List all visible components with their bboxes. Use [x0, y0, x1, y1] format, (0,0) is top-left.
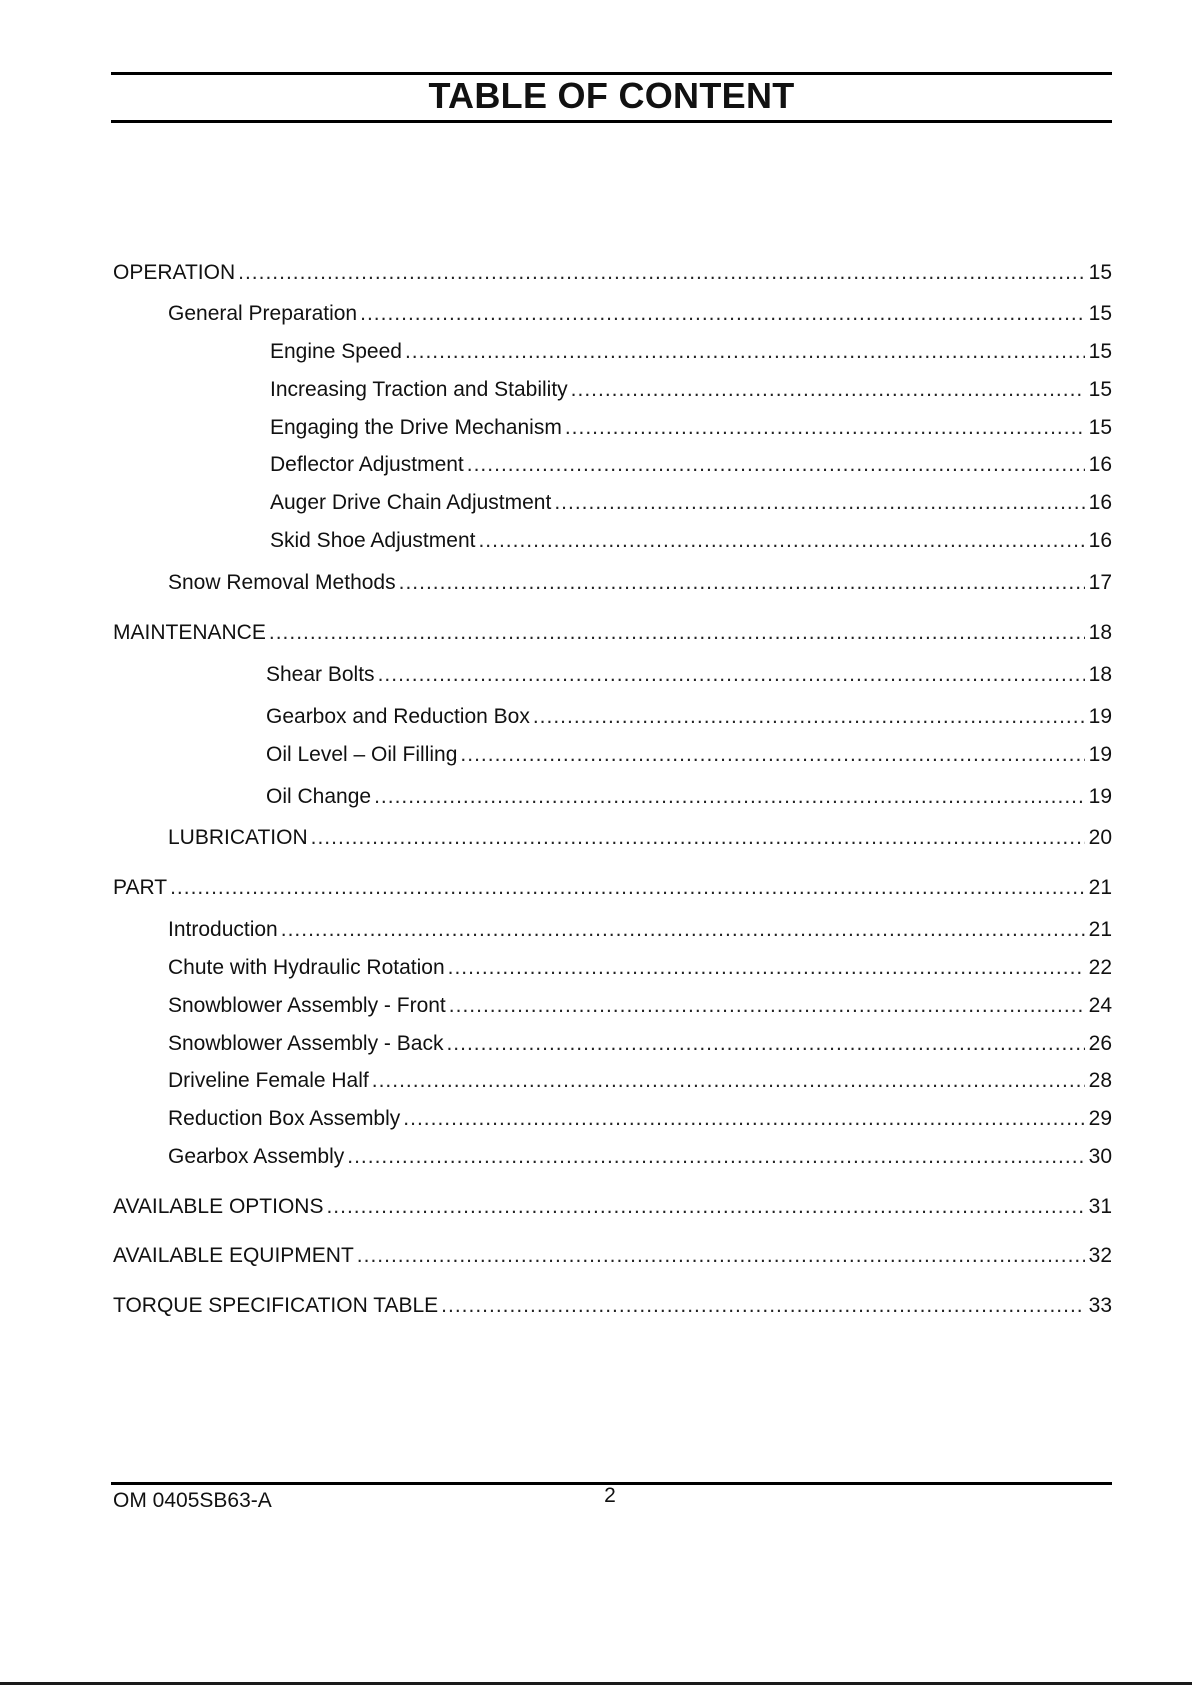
toc-entry	[113, 875, 1112, 901]
toc-dot-leader	[326, 1194, 1084, 1220]
toc-entry-page: 15	[1088, 261, 1112, 284]
toc-entry-label: Auger Drive Chain Adjustment	[270, 491, 552, 514]
toc-dot-leader	[533, 704, 1085, 730]
toc-entry	[113, 620, 1112, 646]
toc-entry-label: Oil Change	[266, 785, 372, 808]
toc-entry-page: 33	[1088, 1294, 1112, 1317]
toc-entry-label: AVAILABLE EQUIPMENT	[113, 1244, 354, 1267]
toc-entry-page: 15	[1088, 416, 1112, 439]
toc-entry-label: Chute with Hydraulic Rotation	[168, 956, 445, 979]
toc-entry-label: Engine Speed	[270, 340, 402, 363]
header-bottom-rule	[111, 120, 1112, 123]
toc-entry	[168, 1068, 1112, 1094]
toc-dot-leader	[460, 742, 1084, 768]
toc-entry-page: 16	[1088, 529, 1112, 552]
toc-entry-page: 16	[1088, 491, 1112, 514]
toc-dot-leader	[565, 415, 1085, 441]
toc-entry-label: Shear Bolts	[266, 663, 375, 686]
toc-dot-leader	[405, 339, 1085, 365]
toc-entry-page: 22	[1088, 956, 1112, 979]
toc-dot-leader	[446, 1031, 1084, 1057]
toc-dot-leader	[378, 662, 1085, 688]
toc-entry-label: Snowblower Assembly - Front	[168, 994, 446, 1017]
toc-entry	[168, 301, 1112, 327]
toc-entry-label: Gearbox and Reduction Box	[266, 705, 530, 728]
toc-dot-leader	[571, 377, 1085, 403]
toc-entry-page: 19	[1088, 785, 1112, 808]
toc-dot-leader	[372, 1068, 1085, 1094]
toc-entry	[168, 1031, 1112, 1057]
toc-entry-page: 15	[1088, 302, 1112, 325]
toc-entry-page: 18	[1088, 663, 1112, 686]
toc-entry-label: Reduction Box Assembly	[168, 1107, 401, 1130]
toc-entry	[113, 1243, 1112, 1269]
toc-entry	[168, 570, 1112, 596]
toc-entry-label: Deflector Adjustment	[270, 453, 464, 476]
toc-entry-page: 21	[1088, 918, 1112, 941]
toc-entry-label: Engaging the Drive Mechanism	[270, 416, 562, 439]
toc-entry	[168, 955, 1112, 981]
toc-entry	[113, 1293, 1112, 1319]
toc-entry-page: 15	[1088, 378, 1112, 401]
toc-entry-label: Introduction	[168, 918, 278, 941]
toc-entry	[270, 339, 1112, 365]
toc-entry	[168, 825, 1112, 851]
toc-entry	[270, 452, 1112, 478]
toc-entry-label: MAINTENANCE	[113, 621, 266, 644]
toc-entry	[168, 993, 1112, 1019]
toc-entry-label: Driveline Female Half	[168, 1069, 369, 1092]
toc-entry-page: 28	[1088, 1069, 1112, 1092]
toc-entry-page: 31	[1088, 1195, 1112, 1218]
toc-entry	[266, 704, 1112, 730]
toc-entry	[113, 260, 1112, 286]
toc-entry-page: 19	[1088, 705, 1112, 728]
toc-dot-leader	[360, 301, 1085, 327]
toc-dot-leader	[357, 1243, 1085, 1269]
toc-entry-label: LUBRICATION	[168, 826, 308, 849]
toc-dot-leader	[478, 528, 1084, 554]
toc-entry-label: Oil Level – Oil Filling	[266, 743, 458, 766]
toc-entry-label: TORQUE SPECIFICATION TABLE	[113, 1294, 439, 1317]
toc-entry-page: 17	[1088, 571, 1112, 594]
toc-entry-label: General Preparation	[168, 302, 358, 325]
toc-entry	[168, 1106, 1112, 1132]
toc-entry-label: OPERATION	[113, 261, 236, 284]
toc-dot-leader	[554, 490, 1084, 516]
toc-dot-leader	[399, 570, 1085, 596]
toc-entry	[270, 415, 1112, 441]
toc-entry	[113, 1194, 1112, 1220]
toc-entry-page: 21	[1088, 876, 1112, 899]
footer-document-code: OM 0405SB63-A	[113, 1489, 272, 1512]
toc-entry-page: 24	[1088, 994, 1112, 1017]
toc-dot-leader	[238, 260, 1085, 286]
toc-entry-label: PART	[113, 876, 168, 899]
toc-entry-page: 32	[1088, 1244, 1112, 1267]
toc-entry	[270, 490, 1112, 516]
toc-entry-page: 30	[1088, 1145, 1112, 1168]
toc-entry-label: Snow Removal Methods	[168, 571, 396, 594]
toc-entry-page: 18	[1088, 621, 1112, 644]
toc-dot-leader	[467, 452, 1085, 478]
toc-entry	[266, 784, 1112, 810]
toc-dot-leader	[170, 875, 1085, 901]
toc-dot-leader	[374, 784, 1085, 810]
toc-entry-label: Skid Shoe Adjustment	[270, 529, 476, 552]
toc-entry-label: Increasing Traction and Stability	[270, 378, 568, 401]
toc-entry-page: 15	[1088, 340, 1112, 363]
footer-page-number: 2	[604, 1484, 616, 1507]
toc-dot-leader	[347, 1144, 1084, 1170]
toc-entry	[168, 917, 1112, 943]
toc-entry	[168, 1144, 1112, 1170]
toc-dot-leader	[441, 1293, 1084, 1319]
toc-entry-page: 20	[1088, 826, 1112, 849]
toc-entry	[270, 377, 1112, 403]
toc-entry-page: 19	[1088, 743, 1112, 766]
toc-entry-label: AVAILABLE OPTIONS	[113, 1195, 324, 1218]
toc-dot-leader	[311, 825, 1085, 851]
toc-entry-page: 26	[1088, 1032, 1112, 1055]
toc-dot-leader	[269, 620, 1085, 646]
toc-dot-leader	[403, 1106, 1084, 1132]
toc-entry-page: 16	[1088, 453, 1112, 476]
toc-entry	[266, 742, 1112, 768]
page-title: TABLE OF CONTENT	[428, 75, 795, 116]
toc-entry-label: Gearbox Assembly	[168, 1145, 345, 1168]
toc-entry	[266, 662, 1112, 688]
toc-entry-page: 29	[1088, 1107, 1112, 1130]
toc-dot-leader	[448, 955, 1085, 981]
toc-dot-leader	[449, 993, 1085, 1019]
toc-dot-leader	[281, 917, 1085, 943]
toc-entry-label: Snowblower Assembly - Back	[168, 1032, 444, 1055]
toc-entry	[270, 528, 1112, 554]
